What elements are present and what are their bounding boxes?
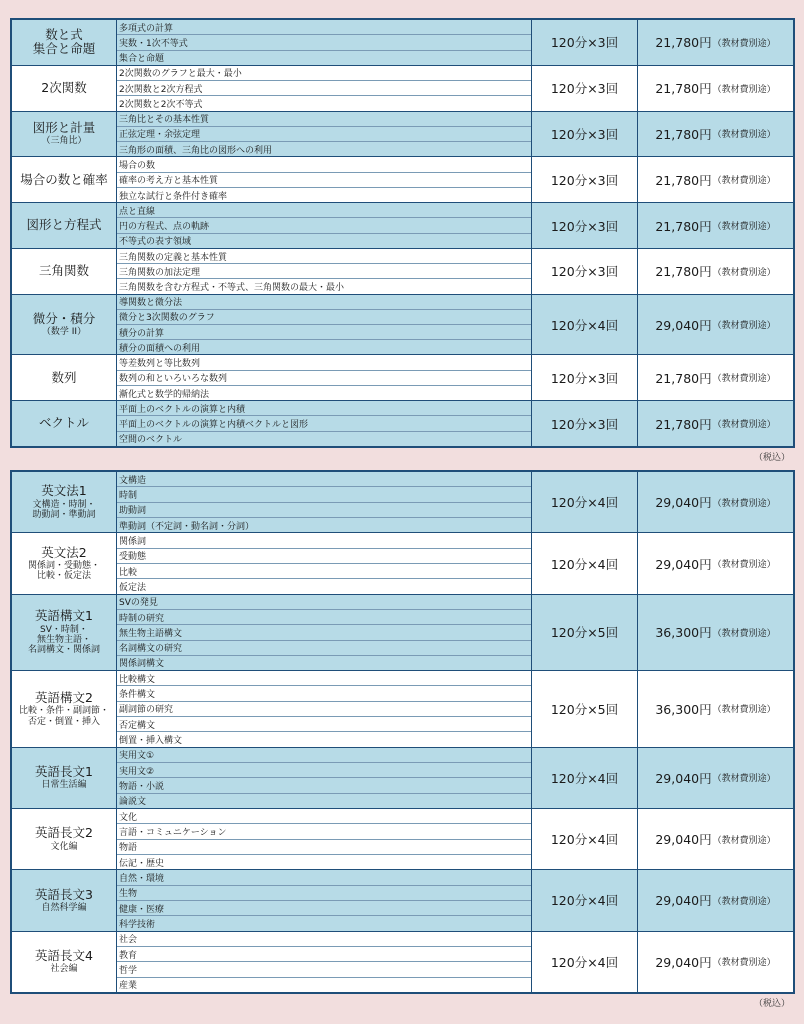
course-title: 英語構文2 [35,689,93,705]
topic-item: 関係詞構文 [117,655,531,670]
course-name-cell [12,870,117,930]
topic-item: 副詞節の研究 [117,701,531,716]
topic-item: 教育 [117,946,531,961]
topic-item: 論説文 [117,793,531,808]
price-note: （教材費別途） [712,130,776,141]
price-amount: 29,040円 [655,954,712,970]
topic-item: 社会 [119,935,138,946]
price-cell [638,112,793,157]
topic-item: 産業 [117,977,531,992]
course-title: ベクトル [38,415,89,431]
course-title: 微分・積分 [32,310,96,326]
course-name-cell [12,671,117,746]
course-name-cell [12,20,117,65]
english-course-table [10,470,795,994]
price-amount: 21,780円 [655,218,712,234]
course-title: 英語長文3 [35,886,93,902]
course-name-cell [12,295,117,355]
course-name-cell [12,748,117,808]
price-amount: 36,300円 [655,701,712,717]
topic-item: 空間のベクトル [117,431,531,446]
topic-item: 時制 [117,486,531,501]
topic-item: 積分の計算 [117,324,531,339]
course-subtitle: 関係詞・受動態・ 比較・仮定法 [27,560,100,582]
topic-item: 条件構文 [117,685,531,700]
price-amount: 36,300円 [655,625,712,641]
course-name-cell [12,355,117,400]
course-row [12,111,793,157]
topic-item: 否定構文 [117,716,531,731]
course-row [12,65,793,111]
course-subtitle: （数学 II） [41,327,87,338]
course-row [12,202,793,248]
course-title: 英語構文1 [35,608,93,624]
topic-item: 準動詞（不定詞・動名詞・分詞） [117,517,531,532]
price-amount: 29,040円 [655,317,712,333]
course-title: 数列 [51,369,77,385]
price-note: （教材費別途） [712,560,776,571]
price-cell [638,20,793,65]
topic-item: 文化 [119,812,138,823]
course-name-cell [12,249,117,294]
topic-item: SVの発見 [119,598,158,609]
price-cell [638,809,793,869]
topic-item: 実用文② [117,762,531,777]
course-subtitle: 文構造・時制・ 助動詞・準動詞 [32,499,96,520]
topic-item: 場合の数 [119,160,156,171]
price-note: （教材費別途） [712,38,776,49]
session-count: 120分×5回 [532,595,638,670]
math-course-panel [10,18,795,448]
course-name-cell [12,66,117,111]
topic-item: 健康・医療 [117,900,531,915]
topic-list [117,932,532,992]
topic-list [117,809,532,869]
topic-item: 三角関数の定義と基本性質 [119,252,228,263]
topic-item: 物語 [117,839,531,854]
topic-item: 文構造 [119,475,147,486]
price-cell [638,870,793,930]
session-count: 120分×3回 [532,203,638,248]
topic-item: 三角形の面積、三角比の図形への利用 [117,141,531,156]
topic-item: 名詞構文の研究 [117,640,531,655]
topic-item: 確率の考え方と基本性質 [117,172,531,187]
course-row [12,248,793,294]
topic-item: 比較構文 [119,674,156,685]
topic-item: 微分と3次関数のグラフ [117,309,531,324]
price-amount: 21,780円 [655,172,712,188]
price-cell [638,595,793,670]
price-note: （教材費別途） [712,420,776,431]
course-name-cell [12,157,117,202]
topic-list [117,533,532,593]
topic-item: 無生物主語構文 [117,624,531,639]
price-note: （教材費別途） [712,321,776,332]
topic-item: 三角関数を含む方程式・不等式、三角関数の最大・最小 [117,278,531,293]
price-amount: 29,040円 [655,495,712,511]
course-row [12,472,793,532]
course-name-cell [12,595,117,670]
course-row [12,594,793,670]
course-row [12,869,793,930]
topic-list [117,355,532,400]
price-cell [638,66,793,111]
course-row [12,808,793,869]
course-subtitle: 自然科学編 [41,903,87,913]
course-title: 場合の数と確率 [20,171,108,187]
session-count: 120分×4回 [532,533,638,593]
topic-item: 2次関数のグラフと最大・最小 [119,69,242,80]
course-title: 図形と方程式 [26,217,102,233]
course-title: 三角関数 [38,263,89,279]
price-note: （教材費別途） [712,958,776,969]
topic-item: 等差数列と等比数列 [119,359,201,370]
topic-item: 関係詞 [119,537,147,548]
english-course-panel [10,470,795,994]
topic-item: 仮定法 [117,578,531,593]
topic-item: 科学技術 [117,915,531,930]
price-cell [638,671,793,746]
topic-item: 不等式の表す領域 [117,233,531,248]
topic-item: 点と直線 [119,206,156,217]
course-name-cell [12,932,117,992]
price-note: （教材費別途） [712,84,776,95]
course-title: 図形と計量 [32,120,96,136]
session-count: 120分×3回 [532,20,638,65]
topic-item: 多項式の計算 [119,23,174,34]
topic-item: 数列の和といろいろな数列 [117,370,531,385]
price-cell [638,249,793,294]
session-count: 120分×3回 [532,157,638,202]
course-row [12,354,793,400]
topic-item: 助動詞 [117,502,531,517]
course-subtitle: 文化編 [50,841,78,852]
price-amount: 21,780円 [655,264,712,280]
topic-item: 三角比とその基本性質 [119,115,210,126]
course-title: 英語長文2 [35,825,93,841]
topic-item: 伝記・歴史 [117,854,531,869]
course-name-cell [12,203,117,248]
price-note: （教材費別途） [712,222,776,233]
price-cell [638,748,793,808]
price-cell [638,203,793,248]
topic-item: 実数・1次不等式 [117,34,531,49]
course-row [12,400,793,446]
topic-item: 三角関数の加法定理 [117,263,531,278]
course-row [12,532,793,593]
topic-item: 時制の研究 [117,609,531,624]
course-row [12,931,793,992]
course-subtitle: SV・時制・ 無生物主語・ 名詞構文・関係詞 [27,624,100,656]
topic-item: 哲学 [117,961,531,976]
price-cell [638,295,793,355]
session-count: 120分×4回 [532,295,638,355]
session-count: 120分×4回 [532,472,638,532]
price-amount: 29,040円 [655,832,712,848]
price-note: （教材費別途） [712,628,776,639]
topic-item: 倒置・挿入構文 [117,731,531,746]
session-count: 120分×4回 [532,870,638,930]
price-note: （教材費別途） [712,896,776,907]
tax-note: （税込） [753,453,790,463]
course-name-cell [12,472,117,532]
session-count: 120分×3回 [532,112,638,157]
topic-list [117,20,532,65]
price-amount: 21,780円 [655,416,712,432]
price-note: （教材費別途） [712,176,776,187]
session-count: 120分×4回 [532,932,638,992]
session-count: 120分×4回 [532,748,638,808]
price-amount: 29,040円 [655,893,712,909]
topic-list [117,203,532,248]
topic-list [117,66,532,111]
topic-item: 正弦定理・余弦定理 [117,126,531,141]
topic-list [117,112,532,157]
course-name-cell [12,401,117,446]
topic-item: 受動態 [117,548,531,563]
topic-item: 漸化式と数学的帰納法 [117,385,531,400]
topic-list [117,472,532,532]
course-title: 英文法1 [41,483,87,499]
price-cell [638,533,793,593]
course-row [12,294,793,355]
topic-list [117,671,532,746]
tax-note: （税込） [753,999,790,1009]
topic-item: 2次関数と2次方程式 [117,80,531,95]
price-cell [638,932,793,992]
topic-list [117,249,532,294]
session-count: 120分×4回 [532,809,638,869]
topic-item: 2次関数と2次不等式 [117,95,531,110]
price-note: （教材費別途） [712,498,776,509]
course-row [12,747,793,808]
topic-item: 比較 [117,563,531,578]
price-note: （教材費別途） [712,774,776,785]
topic-list [117,595,532,670]
course-row [12,20,793,65]
course-name-cell [12,112,117,157]
price-amount: 21,780円 [655,35,712,51]
topic-list [117,157,532,202]
course-row [12,670,793,746]
price-note: （教材費別途） [712,374,776,385]
topic-item: 円の方程式、点の軌跡 [117,217,531,232]
topic-item: 自然・環境 [119,873,165,884]
price-cell [638,401,793,446]
course-name-cell [12,533,117,593]
session-count: 120分×5回 [532,671,638,746]
topic-list [117,748,532,808]
price-note: （教材費別途） [712,835,776,846]
topic-item: 物語・小説 [117,777,531,792]
course-title: 英語長文4 [35,947,93,963]
topic-item: 実用文① [119,751,155,762]
course-subtitle: 比較・条件・副詞節・ 否定・倒置・挿入 [18,706,109,727]
topic-item: 積分の面積への利用 [117,339,531,354]
topic-item: 平面上のベクトルの演算と内積ベクトルと図形 [117,415,531,430]
topic-item: 平面上のベクトルの演算と内積 [119,404,246,415]
course-name-cell [12,809,117,869]
topic-item: 導関数と微分法 [119,298,183,309]
price-note: （教材費別途） [712,705,776,716]
course-subtitle: （三角比） [41,136,87,147]
topic-item: 集合と命題 [117,50,531,65]
topic-list [117,401,532,446]
price-cell [638,355,793,400]
math-course-table [10,18,795,448]
price-amount: 21,780円 [655,81,712,97]
price-note: （教材費別途） [712,267,776,278]
price-cell [638,157,793,202]
course-title: 2次関数 [41,79,87,95]
price-amount: 29,040円 [655,770,712,786]
price-amount: 21,780円 [655,126,712,142]
session-count: 120分×3回 [532,249,638,294]
topic-item: 言語・コミュニケーション [117,823,531,838]
topic-list [117,870,532,930]
price-amount: 29,040円 [655,556,712,572]
session-count: 120分×3回 [532,401,638,446]
session-count: 120分×3回 [532,355,638,400]
topic-item: 独立な試行と条件付き確率 [117,187,531,202]
course-row [12,156,793,202]
topic-list [117,295,532,355]
course-title: 数と式 集合と命題 [32,27,96,57]
topic-item: 生物 [117,885,531,900]
price-amount: 21,780円 [655,370,712,386]
price-cell [638,472,793,532]
session-count: 120分×3回 [532,66,638,111]
course-title: 英語長文1 [35,763,93,779]
course-subtitle: 日常生活編 [41,780,87,791]
course-title: 英文法2 [41,544,87,560]
course-subtitle: 社会編 [50,964,78,975]
